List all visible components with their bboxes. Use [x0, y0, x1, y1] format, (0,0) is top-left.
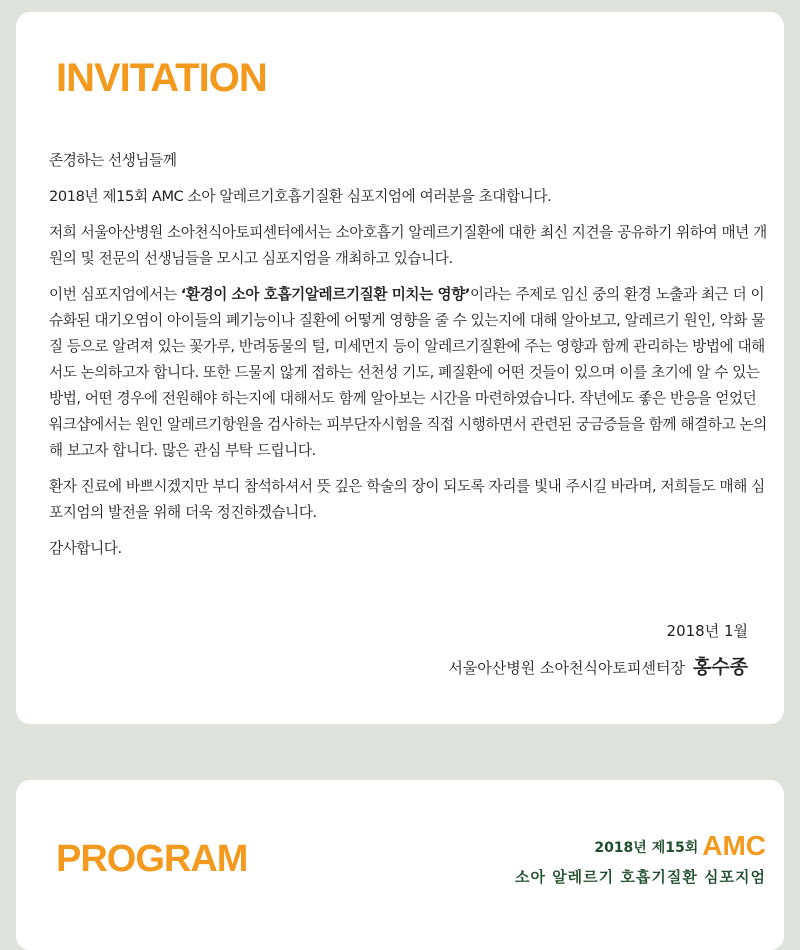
closing: 감사합니다. [49, 540, 122, 557]
greeting: 존경하는 선생님들께 [49, 152, 177, 169]
paragraph-3 [49, 282, 771, 464]
paragraph-3-rest: 이라는 주제로 임신 중의 환경 노출과 최근 더 이슈화된 대기오염이 아이들의 폐기능이나 질환에 어떻게 영향을 줄 수 있는지에 대해 알아보고, 알레르기 원인, 악화 물질 등으로 알려져 있는 꽃가루, 반려동물의 털, 미세먼지 등이 알레르기질환에 주는 영향과 함께 관리하는 방법에 대해서도 논의하고자 합니다. 또한 드물지 않게 접하는 선천성 기도, 폐질환에 어떤 것들이 있으며 이를 초기에 알 수 있는 방법, 어떤 경우에 전원해야 하는지에 대해서도 함께 알아보는 시간을 마련하였습니다. 작년에도 좋은 반응을 얻었던 워크샵에서는 원인 알레르기항원을 검사하는 피부단자시험을 직접 시행하면서 관련된 궁금증들을 함께 해결하고 논의해 보고자 합니다. 많은 관심 부탁 드립니다. [49, 286, 767, 459]
program-heading: PROGRAM [56, 838, 248, 880]
logo-edition: 2018년 제15회 [594, 840, 699, 856]
signer-title: 서울아산병원 소아천식아토피센터장 [448, 659, 685, 677]
paragraph-4: 환자 진료에 바쁘시겠지만 부디 참석하셔서 뜻 깊은 학술의 장이 되도록 자리를 빛내 주시길 바라며, 저희들도 매해 심포지엄의 발전을 위해 더욱 정진하겠습니다. [49, 478, 765, 521]
paragraph-2: 저희 서울아산병원 소아천식아토피센터에서는 소아호흡기 알레르기질환에 대한 최신 지견을 공유하기 위하여 매년 개원의 및 전문의 선생님들을 모시고 심포지엄을 개최하고 있습니다. [49, 224, 767, 267]
paragraph-3-intro: 이번 심포지엄에서는 [49, 286, 181, 303]
program-card [16, 780, 784, 950]
symposium-theme: ‘환경이 소아 호흡기알레르기질환 미치는 영향’ [180, 286, 471, 303]
paragraph-1: 2018년 제15회 AMC 소아 알레르기호흡기질환 심포지엄에 여러분을 초대합니다. [49, 188, 552, 205]
invitation-card [16, 12, 784, 724]
signature-line [448, 652, 748, 679]
logo-subtitle: 소아 알레르기 호흡기질환 심포지엄 [514, 868, 766, 886]
symposium-logo [515, 830, 766, 887]
logo-amc: AMC [702, 830, 766, 861]
invitation-body [49, 148, 771, 572]
invitation-heading: INVITATION [56, 56, 267, 100]
signer-name: 홍수종 [692, 656, 748, 678]
signature-date: 2018년 1월 [666, 622, 748, 640]
logo-top-line [515, 830, 766, 862]
